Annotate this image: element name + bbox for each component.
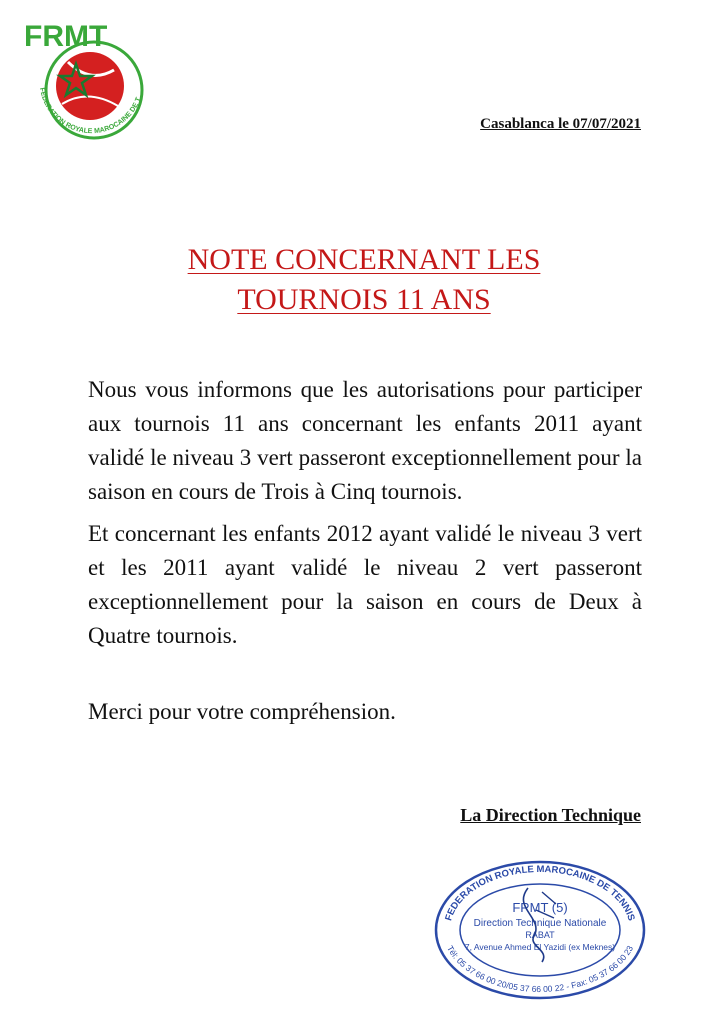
note-body [88, 373, 642, 737]
title-line-1: NOTE CONCERNANT LES [187, 243, 541, 276]
logo-ring-text: FEDERATION ROYALE MAROCAINE DE T [37, 87, 143, 136]
stamp-line-1: FRMT (5) [512, 900, 568, 915]
paragraph-1: Nous vous informons que les autorisations pour participer aux tournois 11 ans concernant les enfants 2011 ayant validé le niveau 3 vert passeront exceptionnellement pour la saison en cours de Trois à Cinq tournois. [88, 377, 642, 504]
stamp-line-4: 7, Avenue Ahmed El Yazidi (ex Meknes) [464, 942, 616, 952]
paragraph-2: Et concernant les enfants 2012 ayant validé le niveau 3 vert et les 2011 ayant validé le niveau 2 vert passeront exceptionnellement pour la saison en cours de Deux à Quatre tournois. [88, 521, 642, 648]
stamp-ring-text: FEDERATION ROYALE MAROCAINE DE TENNIS [443, 863, 637, 923]
title-line-2: TOURNOIS 11 ANS [237, 283, 491, 316]
stamp-phone-text: Tél: 05 37 66 00 20/05 37 66 00 22 - Fax: 05 37 66 00 23 [444, 943, 636, 995]
frmt-logo [18, 18, 158, 146]
signature-line: La Direction Technique [460, 805, 641, 825]
official-stamp [432, 858, 648, 1000]
stamp-line-3: RABAT [525, 930, 555, 940]
logo-text: FRMT [24, 20, 108, 53]
stamp-line-2: Direction Technique Nationale [473, 918, 607, 929]
closing-line: Merci pour votre compréhension. [88, 699, 396, 724]
date-line: Casablanca le 07/07/2021 [480, 116, 641, 132]
note-title [0, 240, 728, 320]
